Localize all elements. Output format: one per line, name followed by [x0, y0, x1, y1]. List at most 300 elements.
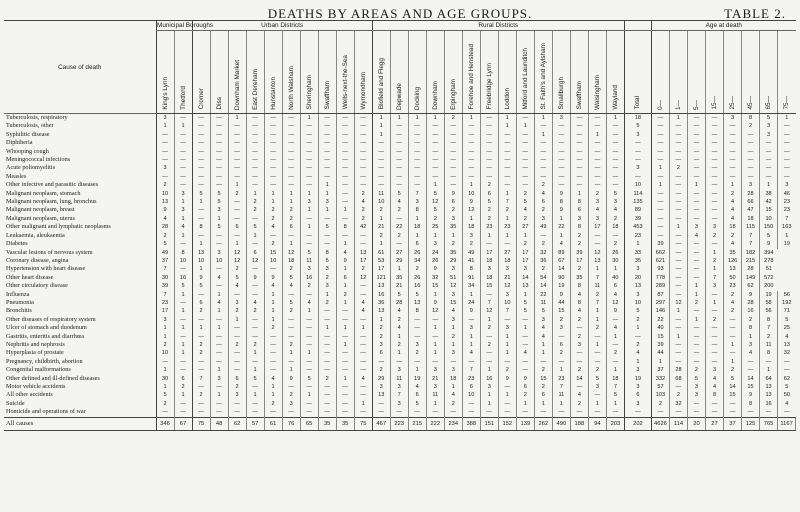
table-cell: 4 — [706, 383, 724, 391]
table-cell: 4 — [354, 375, 372, 383]
table-cell: 1 — [408, 232, 426, 240]
table-cell: 4 — [778, 400, 796, 408]
cause-label: Other circulatory disease — [6, 282, 68, 290]
table-cell: 7 — [498, 198, 516, 206]
table-cell: — — [156, 148, 174, 156]
table-cell: 10 — [624, 181, 651, 189]
table-cell: — — [669, 181, 687, 189]
table-cell: — — [300, 400, 318, 408]
table-cell: — — [706, 291, 724, 299]
table-cell: 2 — [570, 366, 588, 374]
table-cell: 2 — [390, 232, 408, 240]
table-cell: 2 — [669, 164, 687, 172]
table-cell: — — [706, 215, 724, 223]
table-cell: 1 — [498, 215, 516, 223]
table-cell: — — [300, 232, 318, 240]
table-cell: 6 — [282, 223, 300, 231]
table-cell: — — [669, 274, 687, 282]
table-cell: 6 — [408, 240, 426, 248]
table-cell: 203 — [606, 417, 624, 430]
column-label: Wayland — [611, 84, 619, 110]
table-cell: — — [606, 316, 624, 324]
table-cell: 135 — [624, 198, 651, 206]
table-cell: 1 — [192, 240, 210, 248]
table-cell: — — [264, 148, 282, 156]
table-cell: — — [687, 341, 705, 349]
table-cell: 1 — [336, 240, 354, 248]
table-cell: — — [462, 358, 480, 366]
table-cell: — — [318, 122, 336, 130]
table-cell: — — [651, 223, 669, 231]
table-cell: 1 — [282, 240, 300, 248]
table-cell: — — [706, 181, 724, 189]
table-cell: 94 — [588, 417, 606, 430]
table-cell: 16 — [372, 291, 390, 299]
table-cell: 40 — [606, 274, 624, 282]
table-row — [4, 122, 796, 130]
table-cell: 1 — [174, 232, 192, 240]
table-cell: 3 — [480, 383, 498, 391]
column-header — [300, 31, 318, 114]
table-cell: — — [336, 383, 354, 391]
table-cell: 49 — [462, 249, 480, 257]
table-cell: 1 — [444, 324, 462, 332]
table-cell: — — [588, 232, 606, 240]
table-cell: — — [210, 316, 228, 324]
table-cell: — — [192, 316, 210, 324]
table-cell: — — [606, 122, 624, 130]
table-cell: 35 — [724, 249, 742, 257]
table-cell: — — [742, 131, 760, 139]
table-cell: — — [264, 333, 282, 341]
table-cell: 8 — [336, 223, 354, 231]
column-label: 75— — [783, 96, 791, 110]
table-cell: — — [192, 383, 210, 391]
table-cell: 3 — [624, 131, 651, 139]
table-cell: — — [246, 148, 264, 156]
table-cell: 10 — [156, 349, 174, 357]
table-cell: — — [706, 408, 724, 417]
table-cell: 8 — [760, 349, 778, 357]
table-cell: 15 — [552, 307, 570, 315]
column-label: Sheringham — [305, 75, 313, 110]
table-cell: — — [651, 131, 669, 139]
table-cell: 1 — [174, 324, 192, 332]
table-cell: 1 — [210, 215, 228, 223]
cause-label: Hyperplasia of prostate — [6, 349, 64, 357]
table-cell: 2 — [706, 257, 724, 265]
table-cell: — — [669, 240, 687, 248]
table-cell: 12 — [462, 206, 480, 214]
table-cell: — — [552, 164, 570, 172]
table-cell: 6 — [552, 341, 570, 349]
table-cell: — — [426, 139, 444, 147]
table-cell: — — [570, 156, 588, 164]
table-cell: — — [282, 181, 300, 189]
table-cell: 12 — [426, 307, 444, 315]
table-cell: 1 — [246, 391, 264, 399]
table-cell: — — [246, 358, 264, 366]
table-cell: 1 — [588, 400, 606, 408]
table-cell: 27 — [390, 249, 408, 257]
table-cell: — — [282, 164, 300, 172]
table-cell: 21 — [390, 282, 408, 290]
table-cell: — — [318, 400, 336, 408]
table-cell: 28 — [742, 299, 760, 307]
table-cell: — — [669, 249, 687, 257]
table-cell: — — [534, 173, 552, 181]
table-cell: 3 — [444, 265, 462, 273]
table-cell: — — [462, 131, 480, 139]
table-cell: 2 — [516, 391, 534, 399]
table-cell: — — [300, 383, 318, 391]
table-cell: 1 — [372, 215, 390, 223]
table-cell: 19 — [552, 282, 570, 290]
table-cell: 7 — [588, 299, 606, 307]
table-cell: — — [570, 349, 588, 357]
table-cell: 3 — [687, 391, 705, 399]
table-cell: 18 — [498, 257, 516, 265]
column-label: Swaffham — [323, 81, 331, 110]
table-row — [4, 173, 796, 181]
table-cell: — — [174, 316, 192, 324]
table-cell: 2 — [282, 391, 300, 399]
table-cell: — — [372, 358, 390, 366]
table-cell: 18 — [724, 223, 742, 231]
table-cell: — — [300, 181, 318, 189]
table-cell: 2 — [706, 232, 724, 240]
column-label: 1— — [674, 99, 682, 110]
table-cell: 29 — [444, 257, 462, 265]
table-cell: 29 — [372, 375, 390, 383]
table-cell: 5 — [778, 316, 796, 324]
table-cell: 5 — [408, 291, 426, 299]
table-cell: — — [336, 366, 354, 374]
table-cell: 1 — [426, 349, 444, 357]
table-cell: — — [570, 122, 588, 130]
table-cell: 35 — [336, 417, 354, 430]
cause-label: Diabetes — [6, 240, 28, 248]
table-cell: 32 — [426, 274, 444, 282]
table-cell: 3 — [444, 349, 462, 357]
table-cell: — — [534, 156, 552, 164]
table-cell: — — [318, 164, 336, 172]
table-cell: — — [426, 122, 444, 130]
table-cell: — — [778, 408, 796, 417]
table-cell: 2 — [426, 215, 444, 223]
table-cell: — — [246, 383, 264, 391]
table-cell: 2 — [588, 190, 606, 198]
table-cell: 7 — [760, 324, 778, 332]
table-cell: — — [282, 148, 300, 156]
table-cell: 26 — [606, 249, 624, 257]
table-cell: 64 — [760, 375, 778, 383]
table-cell: — — [408, 181, 426, 189]
table-cell: 1 — [462, 333, 480, 341]
table-cell: 1 — [246, 232, 264, 240]
table-cell: 15 — [264, 249, 282, 257]
table-cell: 10 — [462, 391, 480, 399]
table-cell: 54 — [534, 274, 552, 282]
table-row — [4, 316, 796, 324]
table-cell: — — [480, 358, 498, 366]
table-cell: 2 — [534, 206, 552, 214]
table-cell: 2 — [498, 366, 516, 374]
table-cell: 2 — [534, 240, 552, 248]
table-cell: 6 — [534, 391, 552, 399]
table-cell: 3 — [498, 265, 516, 273]
table-cell: — — [228, 324, 246, 332]
table-cell: 1 — [282, 190, 300, 198]
table-cell: 28 — [156, 223, 174, 231]
table-cell: — — [246, 156, 264, 164]
table-cell: 16 — [742, 307, 760, 315]
table-cell: 15 — [742, 383, 760, 391]
table-cell: 18 — [606, 375, 624, 383]
table-cell: 51 — [444, 274, 462, 282]
table-cell: 22 — [552, 223, 570, 231]
column-header — [498, 31, 516, 114]
table-cell: 35 — [318, 417, 336, 430]
table-cell: — — [408, 173, 426, 181]
table-cell: — — [588, 333, 606, 341]
cause-label: Diphtheria — [6, 139, 33, 147]
column-label: 25— — [729, 96, 737, 110]
table-cell: — — [606, 408, 624, 417]
table-cell: 17 — [156, 307, 174, 315]
table-cell: 3 — [390, 366, 408, 374]
table-cell: — — [174, 358, 192, 366]
table-cell: 10 — [210, 257, 228, 265]
table-cell: 4 — [742, 349, 760, 357]
table-cell: — — [336, 173, 354, 181]
table-cell: — — [318, 139, 336, 147]
table-cell: — — [516, 114, 534, 123]
table-cell: — — [192, 181, 210, 189]
table-cell: 2 — [570, 265, 588, 273]
column-header — [156, 31, 174, 114]
table-cell: 1 — [687, 181, 705, 189]
table-cell: 1 — [606, 366, 624, 374]
table-cell: 1 — [588, 341, 606, 349]
table-row — [4, 366, 796, 374]
table-cell: — — [606, 139, 624, 147]
table-cell: 1 — [687, 291, 705, 299]
table-cell: — — [706, 122, 724, 130]
column-header — [624, 31, 651, 114]
table-cell: — — [192, 291, 210, 299]
column-header — [516, 31, 534, 114]
table-cell: 22 — [534, 291, 552, 299]
table-cell: — — [192, 333, 210, 341]
table-cell: — — [498, 148, 516, 156]
table-cell: 3 — [570, 341, 588, 349]
table-cell: 30 — [156, 375, 174, 383]
table-cell: 2 — [318, 375, 336, 383]
table-row — [4, 215, 796, 223]
table-cell: 4 — [156, 215, 174, 223]
table-cell: — — [426, 156, 444, 164]
table-cell: — — [624, 173, 651, 181]
table-cell: — — [210, 114, 228, 123]
table-cell: 5 — [156, 391, 174, 399]
table-cell: — — [228, 232, 246, 240]
table-cell: 3 — [516, 265, 534, 273]
table-cell: 1 — [408, 114, 426, 123]
table-cell: — — [516, 333, 534, 341]
table-cell: — — [192, 232, 210, 240]
table-cell: — — [228, 131, 246, 139]
table-cell: 14 — [742, 375, 760, 383]
table-cell: 29 — [390, 257, 408, 265]
column-label: Docking — [413, 86, 421, 110]
table-cell: 24 — [426, 249, 444, 257]
table-cell: 4 — [724, 206, 742, 214]
table-cell: — — [669, 341, 687, 349]
table-cell: 1 — [354, 400, 372, 408]
table-cell: — — [706, 400, 724, 408]
table-cell: — — [570, 324, 588, 332]
table-cell: — — [778, 366, 796, 374]
municipal-boroughs-header: Municipal Boroughs — [157, 22, 214, 29]
table-cell: 1 — [760, 366, 778, 374]
table-cell: 25 — [778, 324, 796, 332]
table-cell: 9 — [156, 206, 174, 214]
table-cell: 5 — [606, 391, 624, 399]
table-cell: — — [462, 164, 480, 172]
page-title: DEATHS BY AREAS AND AGE GROUPS. — [267, 6, 533, 21]
table-cell: 1 — [246, 190, 264, 198]
table-cell: 152 — [498, 417, 516, 430]
table-cell: — — [624, 156, 651, 164]
table-cell: 1 — [264, 383, 282, 391]
table-cell: — — [706, 114, 724, 123]
table-cell: — — [246, 181, 264, 189]
table-cell: 1 — [156, 366, 174, 374]
table-cell: 68 — [669, 375, 687, 383]
table-cell: 2 — [534, 366, 552, 374]
column-header — [606, 31, 624, 114]
table-cell: 1 — [516, 232, 534, 240]
table-cell: — — [228, 215, 246, 223]
table-cell: — — [372, 139, 390, 147]
table-cell: — — [264, 408, 282, 417]
table-cell: 1 — [778, 232, 796, 240]
table-cell: 13 — [372, 282, 390, 290]
table-cell: 58 — [760, 299, 778, 307]
table-cell: — — [687, 240, 705, 248]
table-cell: 1 — [300, 307, 318, 315]
table-cell: — — [516, 139, 534, 147]
table-cell: — — [300, 156, 318, 164]
table-cell: 30 — [156, 274, 174, 282]
column-label: Cromer — [197, 88, 205, 110]
table-cell: — — [282, 408, 300, 417]
column-label: Erpingham — [449, 78, 457, 110]
table-cell: — — [570, 408, 588, 417]
table-cell: 1 — [498, 114, 516, 123]
table-cell: 2 — [724, 366, 742, 374]
table-cell: — — [706, 148, 724, 156]
table-cell: — — [669, 408, 687, 417]
table-cell: 2 — [174, 383, 192, 391]
table-cell: — — [246, 400, 264, 408]
table-cell: — — [336, 215, 354, 223]
table-cell: — — [651, 198, 669, 206]
table-cell: 44 — [552, 299, 570, 307]
table-cell: 5 — [480, 198, 498, 206]
table-cell: 4 — [390, 198, 408, 206]
table-cell: 37 — [651, 366, 669, 374]
table-cell: — — [760, 358, 778, 366]
column-label: Thetford — [179, 85, 187, 110]
table-cell: — — [687, 257, 705, 265]
table-cell: 11 — [300, 257, 318, 265]
table-cell: — — [300, 358, 318, 366]
table-cell: 1 — [498, 122, 516, 130]
table-cell: 19 — [624, 375, 651, 383]
table-cell: — — [570, 131, 588, 139]
table-cell: — — [300, 366, 318, 374]
table-cell: 51 — [760, 265, 778, 273]
table-cell: — — [480, 114, 498, 123]
column-label: Walsingham — [593, 74, 601, 110]
table-cell: 9 — [462, 307, 480, 315]
table-cell: — — [228, 206, 246, 214]
table-cell: 3 — [300, 198, 318, 206]
cause-label: Leukaemia, aleukaemia — [6, 231, 65, 239]
table-cell: — — [706, 173, 724, 181]
table-cell: 17 — [588, 223, 606, 231]
table-cell: — — [318, 383, 336, 391]
table-cell: — — [264, 173, 282, 181]
table-cell: — — [669, 206, 687, 214]
table-cell: — — [760, 408, 778, 417]
table-cell: — — [408, 408, 426, 417]
table-cell: 1 — [156, 324, 174, 332]
cause-label: Whooping cough — [6, 147, 49, 155]
table-cell: 5 — [210, 190, 228, 198]
table-cell: 10 — [156, 190, 174, 198]
table-cell: — — [228, 148, 246, 156]
table-cell: 18 — [444, 375, 462, 383]
column-label: North Walsham — [287, 65, 295, 110]
table-cell: — — [516, 164, 534, 172]
table-cell: — — [174, 148, 192, 156]
table-cell: 6 — [372, 349, 390, 357]
table-cell: — — [687, 358, 705, 366]
table-cell: — — [408, 324, 426, 332]
table-cell: — — [210, 139, 228, 147]
table-row — [4, 408, 796, 417]
table-cell: — — [552, 122, 570, 130]
column-header — [651, 31, 669, 114]
table-cell: 1 — [156, 383, 174, 391]
table-cell: — — [264, 349, 282, 357]
table-cell: — — [706, 240, 724, 248]
table-cell: — — [336, 181, 354, 189]
table-cell: 12 — [606, 299, 624, 307]
table-cell: — — [669, 316, 687, 324]
table-cell: — — [687, 400, 705, 408]
table-cell: — — [516, 173, 534, 181]
table-cell: 1 — [156, 122, 174, 130]
table-cell: 188 — [570, 417, 588, 430]
table-cell: 2 — [354, 265, 372, 273]
table-cell: 1 — [462, 215, 480, 223]
table-cell: 2 — [480, 181, 498, 189]
table-cell: — — [724, 122, 742, 130]
